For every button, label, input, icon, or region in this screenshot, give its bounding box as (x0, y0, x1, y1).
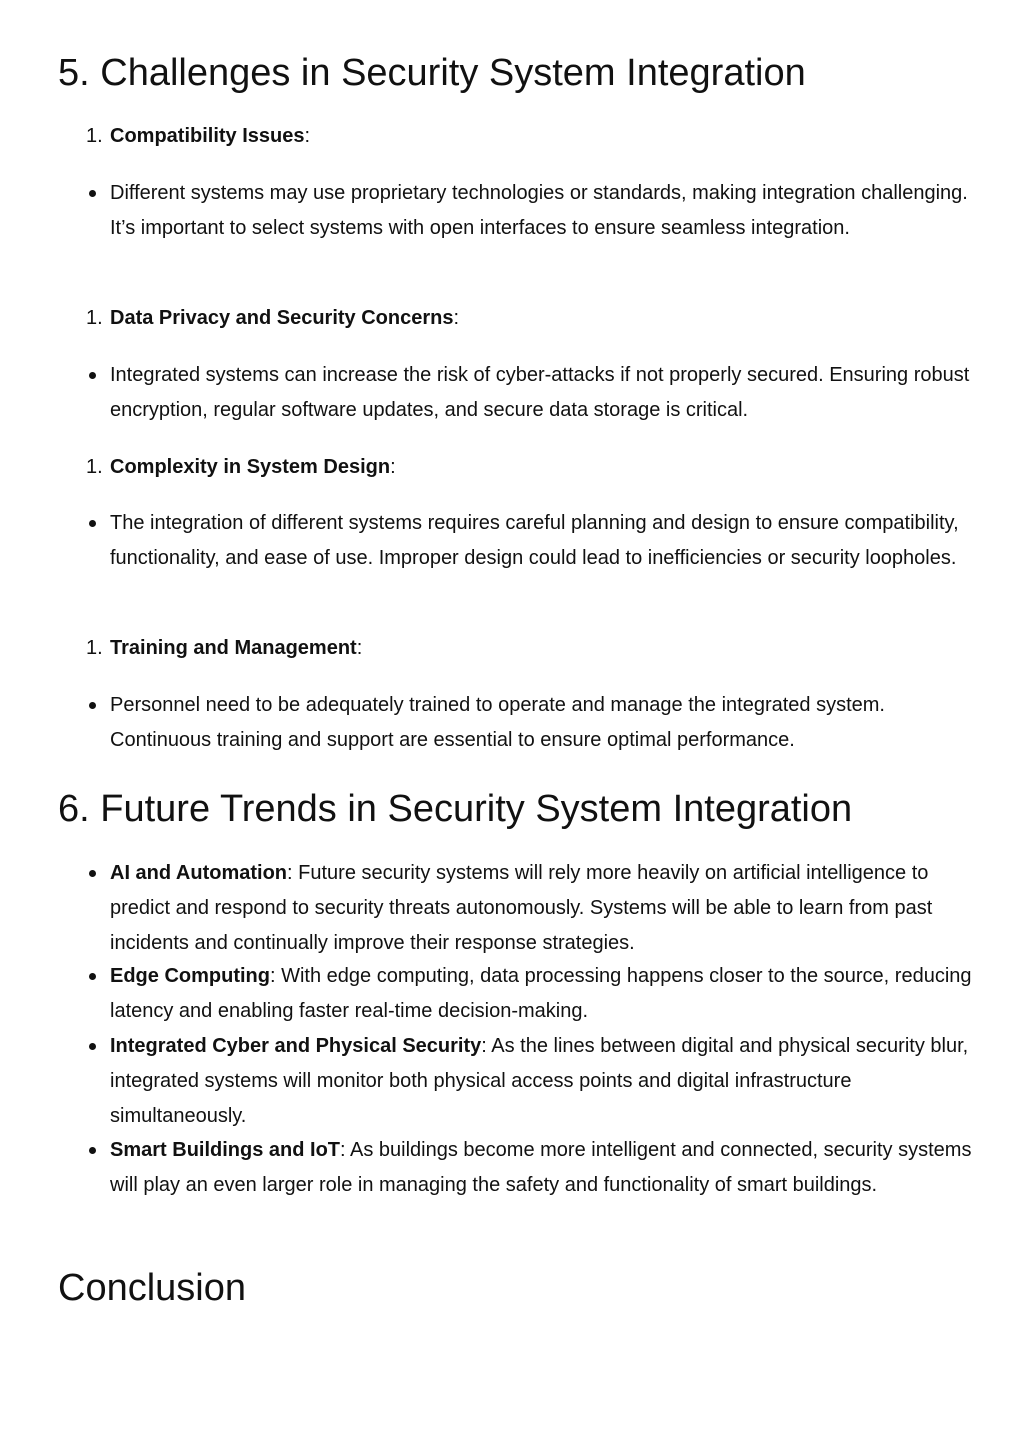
item-heading: Data Privacy and Security Concerns (110, 307, 454, 329)
bullet-term: AI and Automation (110, 862, 288, 884)
bullet-term: Edge Computing (110, 965, 270, 987)
bullet-text: : As buildings become more intelligent and connected, security systems will play an even larger role in managing the safety and functionality of smart buildings. (110, 1139, 972, 1196)
bullet-text: : With edge computing, data processing happens closer to the source, reducing latency and enabling faster real-time decision-making. (110, 965, 972, 1022)
item-suffix: : (356, 637, 363, 659)
bullet-data-privacy-detail: Integrated systems can increase the risk of cyber-attacks if not properly secured. Ensuring robust encryption, regular software updates, and secure data storage is critical. (110, 358, 976, 428)
bullet-edge-computing (110, 959, 976, 1029)
bullet-term: Smart Buildings and IoT (110, 1139, 341, 1161)
bullet-complexity-detail: The integration of different systems requires careful planning and design to ensure compatibility, functionality, and ease of use. Improper design could lead to inefficiencies or security loopholes. (110, 506, 976, 576)
item-number: 1. (86, 125, 103, 147)
numbered-item-compatibility (86, 119, 310, 154)
bullet-text: : Future security systems will rely more heavily on artificial intelligence to predict and respond to security threats autonomously. Systems will be able to learn from past incidents and continually improve their response strategies. (110, 862, 933, 954)
bullet-term: Integrated Cyber and Physical Security (110, 1035, 482, 1057)
bullet-smart-buildings (110, 1133, 976, 1203)
section-5-heading: 5. Challenges in Security System Integration (58, 52, 806, 94)
numbered-item-training (86, 631, 362, 666)
numbered-item-data-privacy (86, 301, 459, 336)
bullet-ai-automation (110, 856, 976, 961)
bullet-cyber-physical (110, 1029, 976, 1134)
item-number: 1. (86, 307, 103, 329)
item-number: 1. (86, 637, 103, 659)
item-heading: Compatibility Issues (110, 125, 305, 147)
item-heading: Complexity in System Design (110, 456, 391, 478)
bullet-training-detail: Personnel need to be adequately trained to operate and manage the integrated system. Continuous training and support are essential to ensure optimal performance. (110, 688, 976, 758)
item-suffix: : (390, 456, 396, 478)
conclusion-heading: Conclusion (58, 1267, 246, 1309)
bullet-text: : As the lines between digital and physical security blur, integrated systems will monitor both physical access points and digital infrastructure simultaneously. (110, 1035, 969, 1127)
item-heading: Training and Management (110, 637, 357, 659)
item-suffix: : (304, 125, 311, 147)
section-6-heading: 6. Future Trends in Security System Integration (58, 788, 853, 830)
item-number: 1. (86, 456, 103, 478)
numbered-item-complexity (86, 450, 396, 485)
bullet-compatibility-detail: Different systems may use proprietary technologies or standards, making integration challenging. It’s important to select systems with open interfaces to ensure seamless integration. (110, 176, 976, 246)
item-suffix: : (453, 307, 460, 329)
